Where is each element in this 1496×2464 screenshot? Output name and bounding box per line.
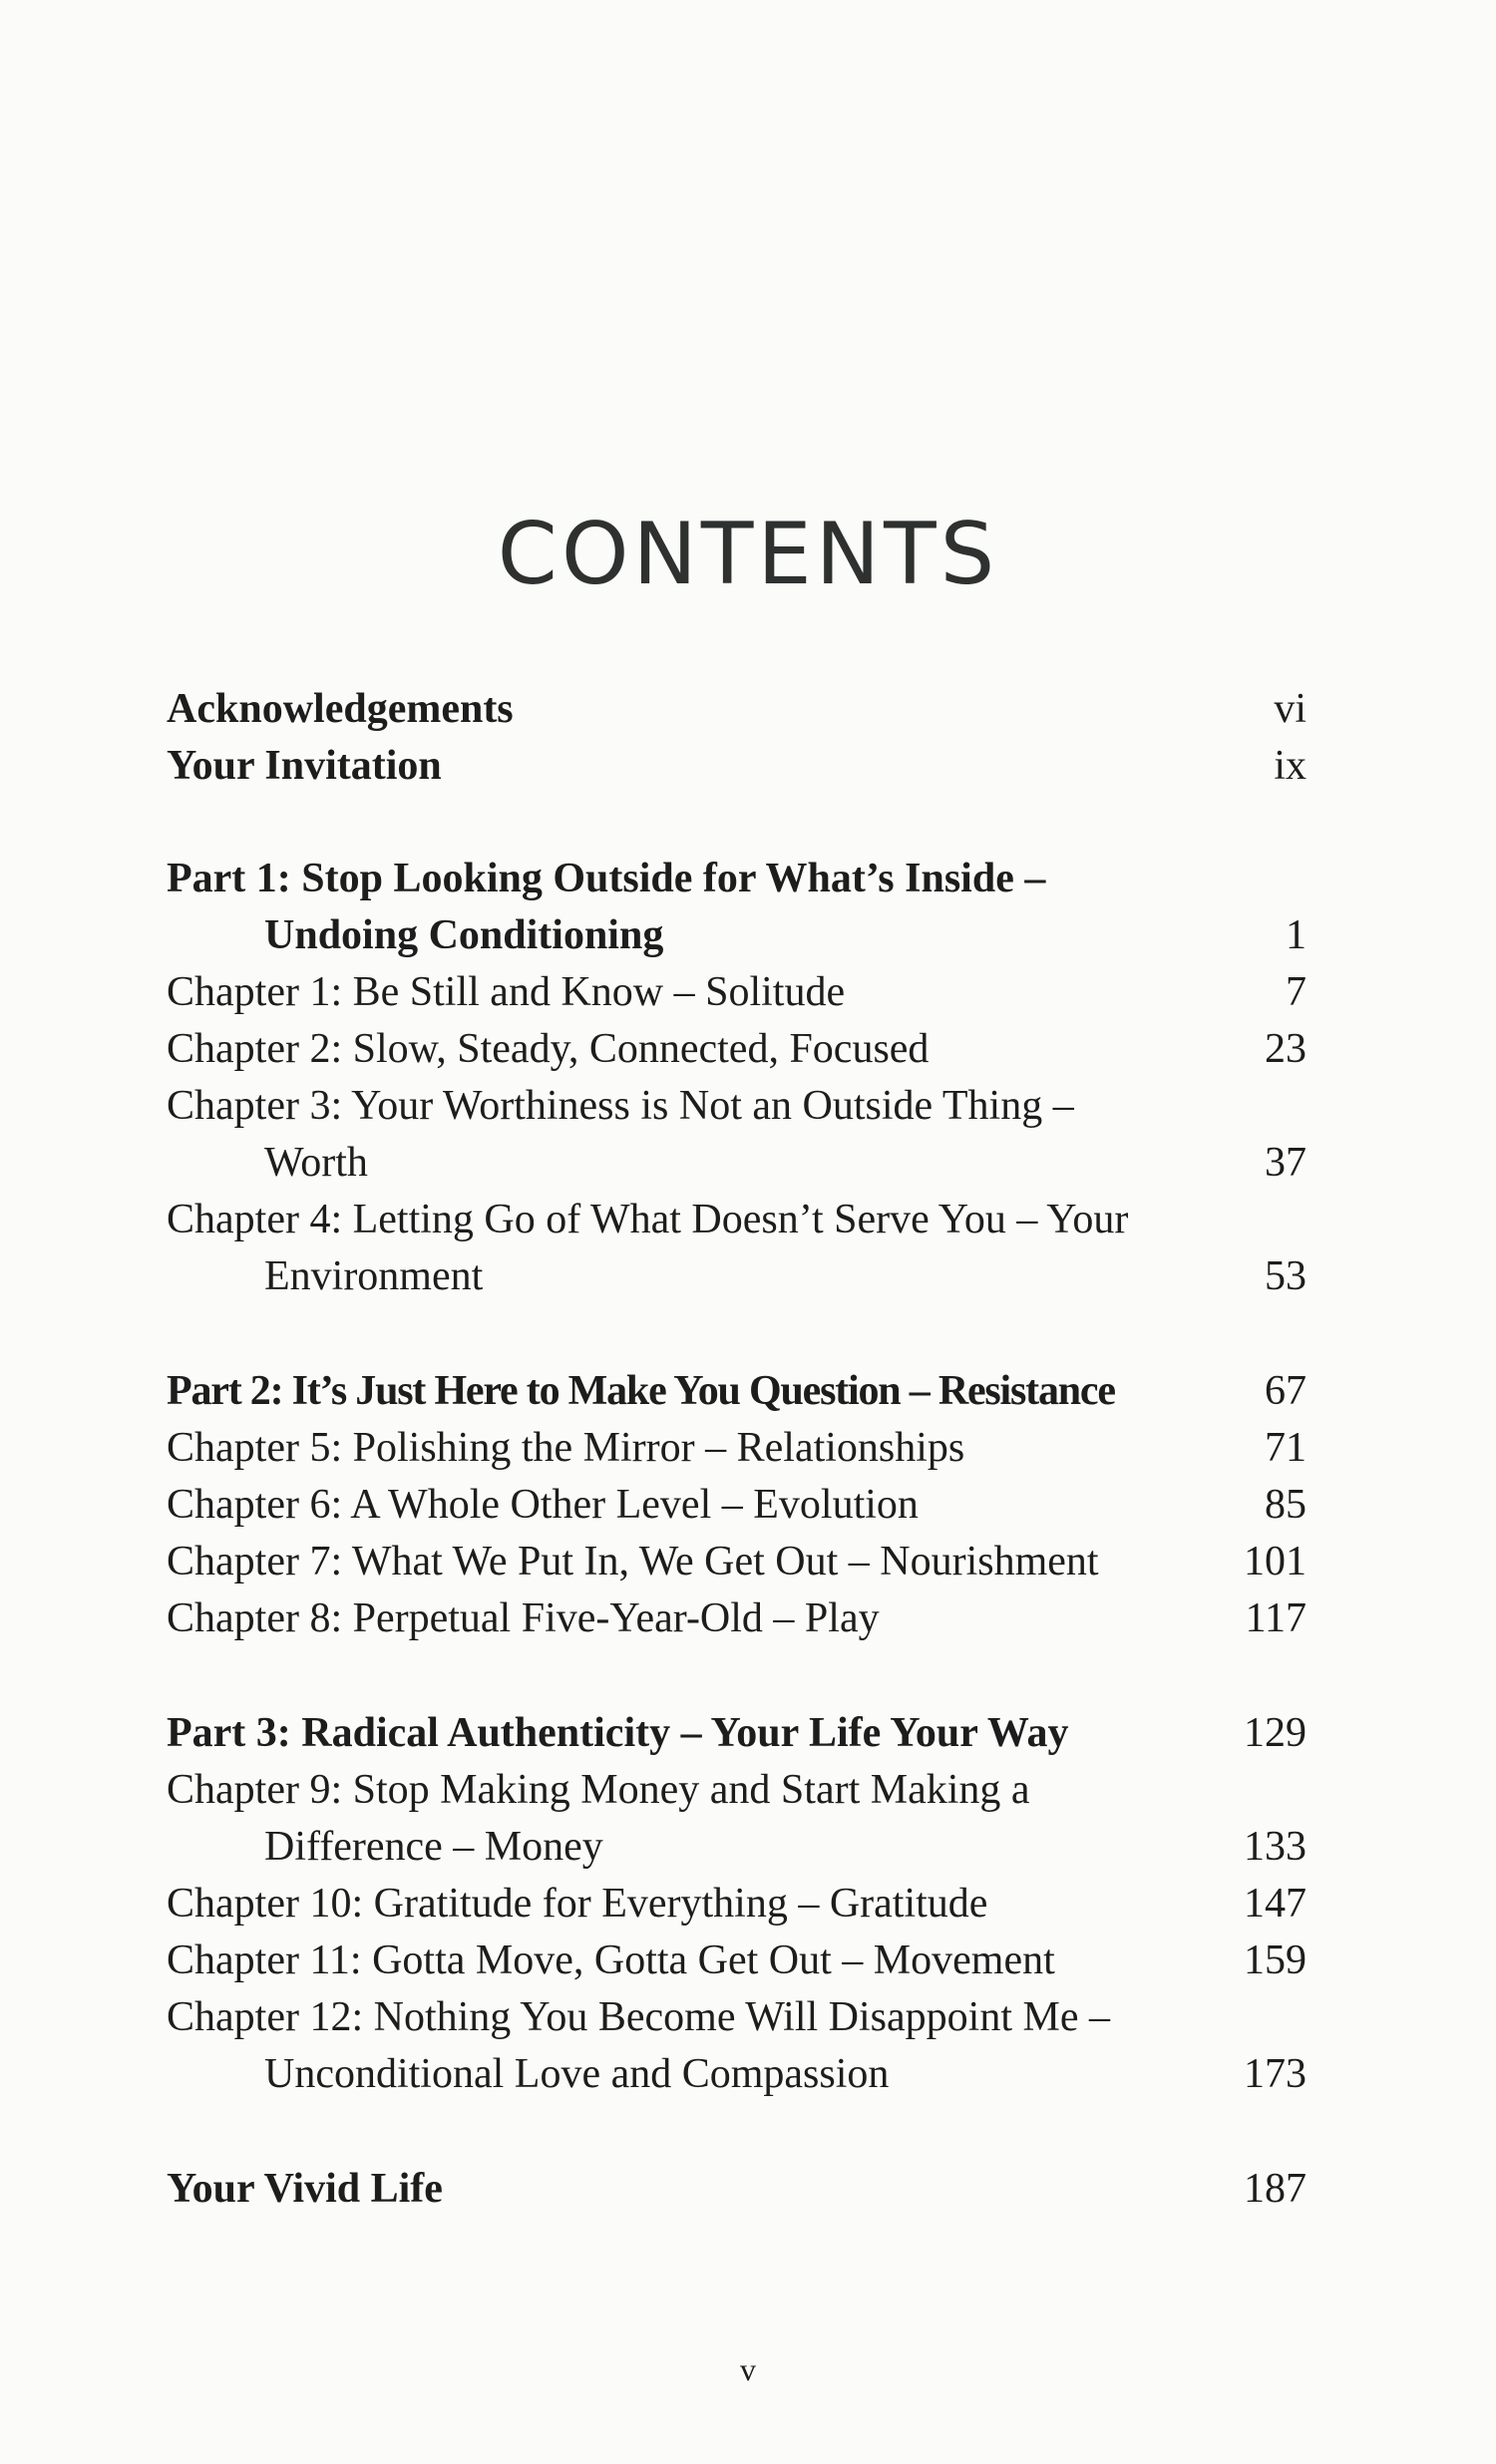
toc-page-chapter-6: 85 (1265, 1482, 1307, 1528)
toc-chapter-3: Chapter 3: Your Worthiness is Not an Outside Thing – (167, 1083, 1074, 1129)
toc-page-part-1: 1 (1286, 912, 1307, 958)
toc-page-your-invitation: ix (1274, 743, 1307, 789)
toc-part-1-title: Part 1: Stop Looking Outside for What’s Inside – (167, 856, 1046, 901)
toc-page-part-2: 67 (1265, 1368, 1307, 1414)
toc-page-acknowledgements: vi (1274, 686, 1307, 732)
toc-chapter-7: Chapter 7: What We Put In, We Get Out – Nourishment (167, 1539, 1099, 1584)
toc-part-2-title: Part 2: It’s Just Here to Make You Question – Resistance (167, 1368, 1115, 1414)
toc-chapter-9: Chapter 9: Stop Making Money and Start Making a (167, 1767, 1030, 1813)
toc-chapter-4: Chapter 4: Letting Go of What Doesn’t Serve You – Your (167, 1197, 1129, 1242)
toc-page-chapter-11: 159 (1244, 1937, 1307, 1983)
toc-chapter-5: Chapter 5: Polishing the Mirror – Relationships (167, 1425, 965, 1471)
toc-part-1-subtitle: Undoing Conditioning (264, 912, 664, 958)
toc-page-part-3: 129 (1244, 1710, 1307, 1756)
toc-page-chapter-3: 37 (1265, 1140, 1307, 1186)
toc-chapter-8: Chapter 8: Perpetual Five-Year-Old – Play (167, 1595, 880, 1641)
toc-chapter-2: Chapter 2: Slow, Steady, Connected, Focused (167, 1026, 930, 1072)
toc-page-chapter-4: 53 (1265, 1253, 1307, 1299)
toc-chapter-4-cont: Environment (264, 1253, 484, 1299)
toc-chapter-6: Chapter 6: A Whole Other Level – Evolution (167, 1482, 919, 1528)
toc-entry-acknowledgements: Acknowledgements (167, 686, 514, 732)
toc-page-chapter-1: 7 (1286, 969, 1307, 1015)
toc-page-chapter-7: 101 (1244, 1539, 1307, 1584)
toc-chapter-12-cont: Unconditional Love and Compassion (264, 2051, 890, 2097)
toc-chapter-1: Chapter 1: Be Still and Know – Solitude (167, 969, 846, 1015)
toc-page-your-vivid-life: 187 (1244, 2166, 1307, 2212)
toc-chapter-11: Chapter 11: Gotta Move, Gotta Get Out – Movement (167, 1937, 1055, 1983)
toc-entry-your-invitation: Your Invitation (167, 743, 442, 789)
toc-page-chapter-8: 117 (1245, 1595, 1307, 1641)
page-number-folio: v (740, 2351, 756, 2387)
page-title: CONTENTS (497, 504, 999, 604)
toc-page-chapter-5: 71 (1265, 1425, 1307, 1471)
toc-page-chapter-10: 147 (1244, 1881, 1307, 1927)
toc-chapter-12: Chapter 12: Nothing You Become Will Disappoint Me – (167, 1994, 1110, 2040)
toc-part-3-title: Part 3: Radical Authenticity – Your Life Your Way (167, 1710, 1069, 1756)
toc-entry-your-vivid-life: Your Vivid Life (167, 2166, 443, 2212)
toc-chapter-9-cont: Difference – Money (264, 1824, 603, 1870)
toc-chapter-3-cont: Worth (264, 1140, 368, 1186)
toc-page-chapter-12: 173 (1244, 2051, 1307, 2097)
toc-page-chapter-2: 23 (1265, 1026, 1307, 1072)
toc-page-chapter-9: 133 (1244, 1824, 1307, 1870)
toc-chapter-10: Chapter 10: Gratitude for Everything – Gratitude (167, 1881, 988, 1927)
